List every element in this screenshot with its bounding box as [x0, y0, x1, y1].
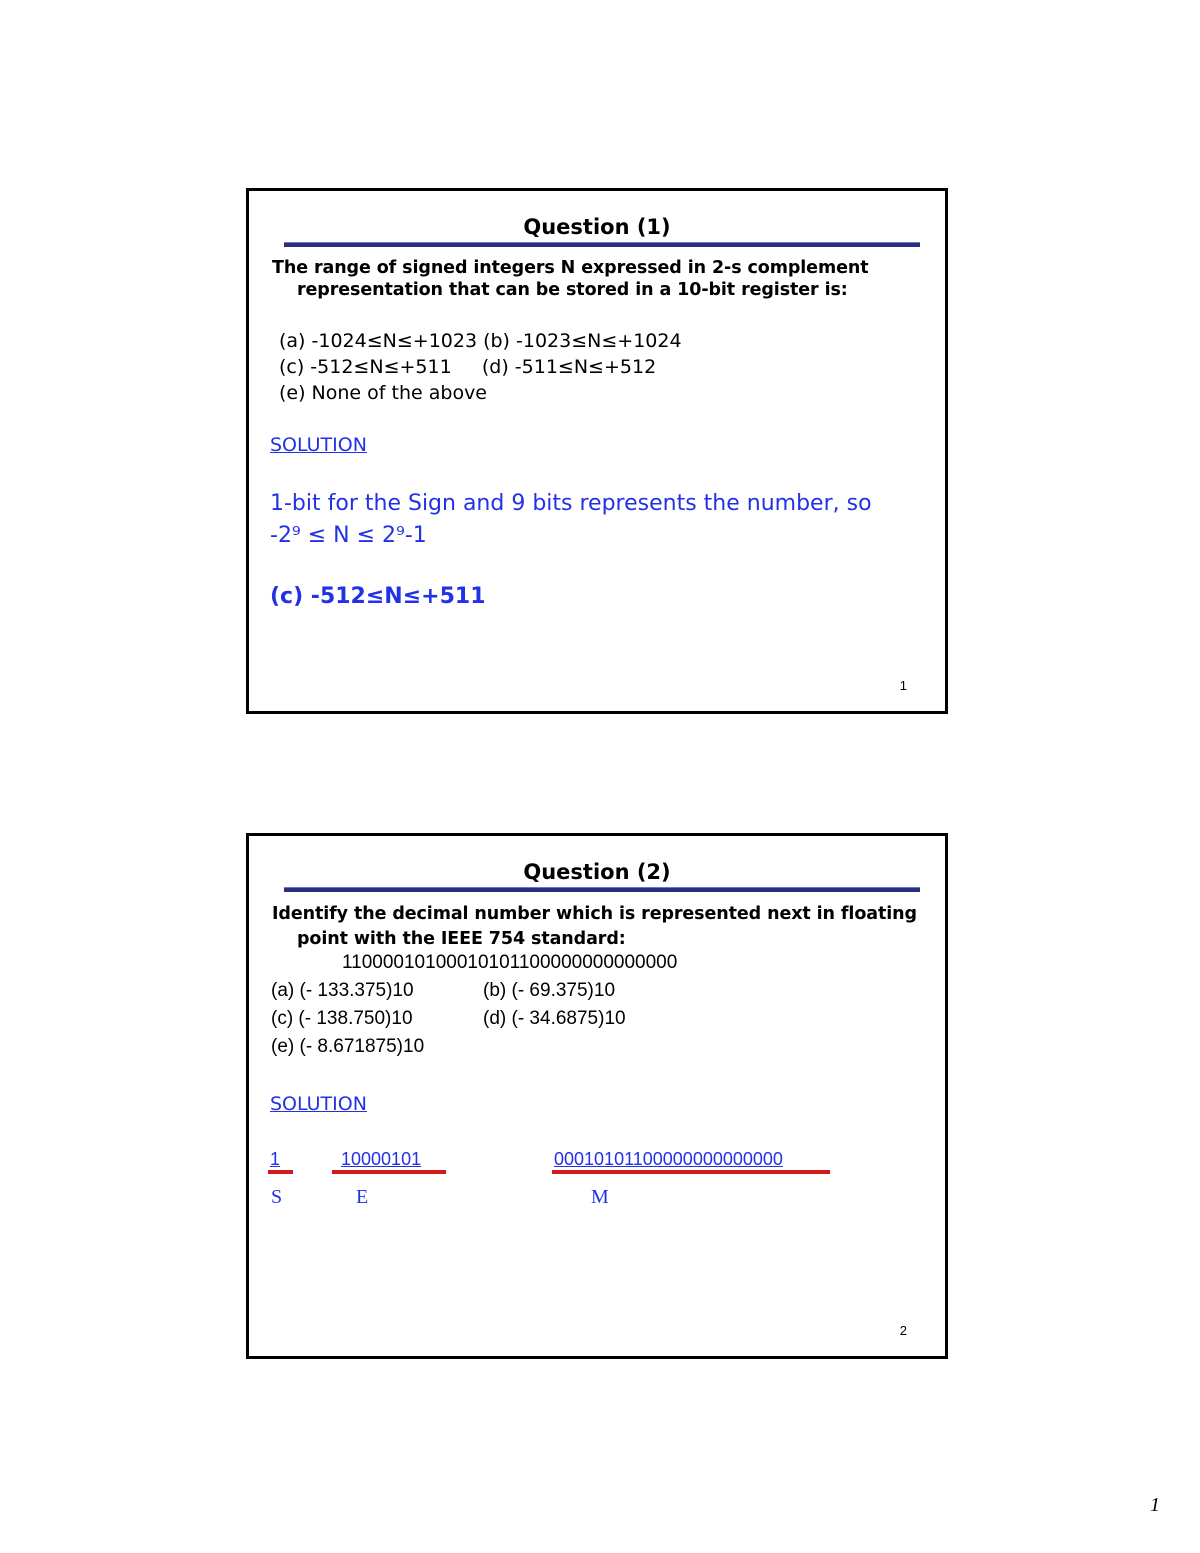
option-c: (c) (- 138.750)10	[271, 1008, 413, 1029]
question-text-line-1: Identify the decimal number which is represented next in floating	[272, 904, 917, 924]
slide-1	[246, 188, 948, 714]
sign-underline	[268, 1170, 293, 1174]
solution-line-1: 1-bit for the Sign and 9 bits represents the number, so	[270, 491, 872, 516]
slide-number: 1	[899, 678, 907, 693]
solution-answer: (c) -512≤N≤+511	[270, 584, 486, 609]
sign-label: S	[271, 1186, 283, 1208]
exponent-underline	[332, 1170, 446, 1174]
question-text-line-2: point with the IEEE 754 standard:	[297, 929, 626, 949]
slide-title: Question (2)	[523, 860, 671, 884]
option-d: (d) (- 34.6875)10	[483, 1008, 626, 1029]
solution-label[interactable]: SOLUTION	[270, 1093, 367, 1115]
exponent-bits: 10000101	[341, 1149, 422, 1169]
option-e: (e) (- 8.671875)10	[271, 1036, 425, 1057]
solution-label[interactable]: SOLUTION	[270, 434, 367, 456]
option-b: (b) (- 69.375)10	[483, 980, 616, 1001]
page-number: 1	[1150, 1494, 1160, 1516]
solution-line-2: -2⁹ ≤ N ≤ 2⁹-1	[270, 523, 427, 548]
mantissa-bits: 00010101100000000000000	[554, 1149, 783, 1169]
bit-pattern: 11000010100010101100000000000000	[342, 952, 678, 973]
slide-number: 2	[899, 1323, 907, 1338]
mantissa-label: M	[591, 1186, 609, 1208]
title-underline	[284, 242, 920, 247]
option-a: (a) (- 133.375)10	[271, 980, 414, 1001]
exponent-label: E	[356, 1186, 369, 1208]
option-row-1: (a) -1024≤N≤+1023 (b) -1023≤N≤+1024	[279, 330, 682, 352]
question-text-line-2: representation that can be stored in a 10-bit register is:	[297, 280, 848, 300]
sign-bits: 1	[270, 1149, 281, 1169]
slide-2	[246, 833, 948, 1359]
mantissa-underline	[552, 1170, 830, 1174]
option-row-3: (e) None of the above	[279, 382, 487, 404]
option-row-2: (c) -512≤N≤+511 (d) -511≤N≤+512	[279, 356, 657, 378]
slide-title: Question (1)	[523, 215, 671, 239]
title-underline	[284, 887, 920, 892]
question-text-line-1: The range of signed integers N expressed in 2-s complement	[272, 258, 869, 278]
